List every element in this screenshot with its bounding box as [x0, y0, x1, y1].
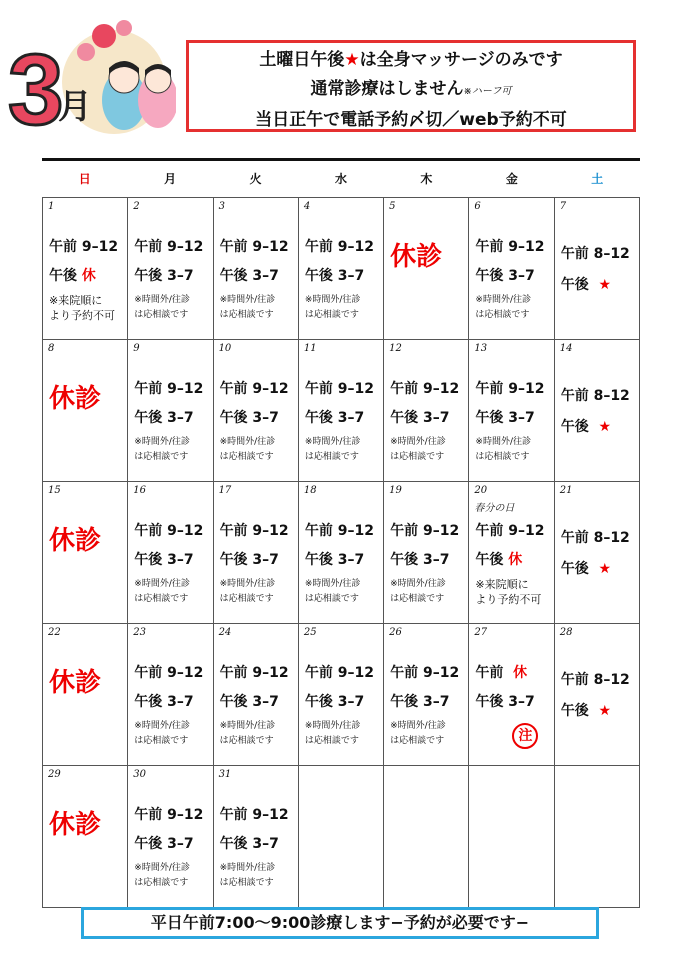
day-number: 22	[48, 627, 61, 638]
pm-massage: 午後 ★	[560, 419, 612, 435]
calendar-cell	[128, 198, 213, 340]
cell-note: ※時間外/往診 は応相談です	[390, 579, 446, 604]
pm-hours: 午後 3–7	[134, 410, 194, 426]
day-number: 8	[48, 343, 55, 354]
day-number: 29	[48, 769, 61, 780]
am-hours: 午前 8–12	[560, 246, 630, 262]
day-number: 11	[303, 343, 317, 354]
notice-line1: 土曜日午後★は全身マッサージのみです	[259, 50, 563, 70]
am-hours: 午前 9–12	[134, 523, 204, 539]
day-number: 17	[218, 485, 232, 496]
calendar-cell	[43, 198, 128, 340]
day-number: 20	[474, 485, 488, 496]
cell-note: ※時間外/往診 は応相談です	[304, 721, 361, 746]
hina-logo	[6, 14, 176, 134]
day-number: 14	[559, 343, 573, 354]
closed-label: 休診	[49, 384, 102, 414]
day-number: 31	[218, 769, 232, 780]
am-hours: 午前 9–12	[304, 523, 374, 539]
am-hours: 午前 9–12	[475, 239, 545, 255]
hina-doll-icon	[6, 14, 176, 134]
pm-off: 午後 休	[49, 268, 96, 284]
calendar-cell	[43, 624, 128, 766]
cell-note: ※来院順に より予約不可	[475, 578, 542, 606]
am-hours: 午前 9–12	[49, 239, 119, 255]
am-hours: 午前 9–12	[134, 239, 204, 255]
am-hours: 午前 9–12	[219, 239, 289, 255]
calendar-cell	[469, 482, 554, 624]
pm-hours: 午後 3–7	[390, 552, 450, 568]
am-hours: 午前 9–12	[219, 381, 289, 397]
am-hours: 午前 8–12	[560, 388, 630, 404]
am-hours: 午前 9–12	[390, 381, 460, 397]
calendar-cell	[299, 624, 384, 766]
cell-note: ※時間外/往診 は応相談です	[304, 579, 361, 604]
calendar-cell-empty	[299, 766, 384, 908]
pm-hours: 午後 3–7	[390, 694, 450, 710]
weekday-header	[42, 166, 640, 192]
day-number: 25	[303, 627, 317, 638]
calendar-cell	[384, 198, 469, 340]
am-hours: 午前 9–12	[219, 523, 289, 539]
star-icon: ★	[598, 561, 612, 577]
holiday-name: 春分の日	[474, 503, 515, 514]
footer-note: 平日午前7:00〜9:00診療します−予約が必要です−	[81, 907, 599, 939]
closed-label: 休診	[390, 242, 443, 272]
cell-note: ※時間外/往診 は応相談です	[219, 579, 276, 604]
day-number: 2	[133, 201, 140, 212]
am-hours: 午前 8–12	[560, 672, 630, 688]
am-hours: 午前 9–12	[219, 807, 289, 823]
am-hours: 午前 9–12	[134, 807, 204, 823]
day-number: 3	[218, 201, 225, 212]
calendar-cell	[555, 340, 640, 482]
weekday-mon: 月	[164, 172, 177, 186]
cell-note: ※時間外/往診 は応相談です	[304, 437, 361, 462]
day-number: 12	[389, 343, 402, 354]
pm-hours: 午後 3–7	[304, 694, 365, 710]
notice-line2: 通常診療はしません※ハーフ可	[310, 79, 512, 99]
calendar-cell-empty	[469, 766, 554, 908]
calendar-cell-empty	[384, 766, 469, 908]
calendar-cell	[128, 624, 213, 766]
calendar-cell	[384, 482, 469, 624]
pm-hours: 午後 3–7	[134, 836, 194, 852]
am-hours: 午前 9–12	[304, 665, 374, 681]
pm-hours: 午後 3–7	[475, 694, 535, 710]
day-number: 19	[389, 485, 402, 496]
cell-note: ※時間外/往診 は応相談です	[219, 863, 276, 888]
calendar-grid	[42, 197, 640, 908]
pm-massage: 午後 ★	[560, 703, 612, 719]
cell-note: ※時間外/往診 は応相談です	[134, 295, 190, 320]
star-icon: ★	[598, 703, 612, 719]
day-number: 13	[474, 343, 488, 354]
calendar-cell	[299, 198, 384, 340]
pm-hours: 午後 3–7	[304, 552, 365, 568]
am-hours: 午前 9–12	[390, 665, 460, 681]
star-icon: ★	[598, 277, 612, 293]
cell-note: ※時間外/往診 は応相談です	[134, 863, 190, 888]
closed-label: 休診	[49, 668, 102, 698]
calendar-cell	[384, 340, 469, 482]
pm-hours: 午後 3–7	[475, 410, 535, 426]
calendar-cell	[469, 198, 554, 340]
notice-box	[186, 40, 636, 132]
am-hours: 午前 9–12	[475, 523, 545, 539]
calendar-cell	[555, 198, 640, 340]
calendar-cell	[43, 340, 128, 482]
am-hours: 午前 8–12	[560, 530, 630, 546]
calendar-cell	[299, 482, 384, 624]
cell-note: ※時間外/往診 は応相談です	[219, 721, 276, 746]
day-number: 28	[559, 627, 573, 638]
calendar-cell	[43, 482, 128, 624]
day-number: 27	[474, 627, 488, 638]
pm-hours: 午後 3–7	[304, 410, 365, 426]
pm-massage: 午後 ★	[560, 277, 612, 293]
cell-note: ※来院順に より予約不可	[49, 294, 115, 322]
month-digit: 3	[8, 34, 64, 134]
weekday-wed: 水	[334, 172, 347, 186]
day-number: 16	[133, 485, 147, 496]
am-off: 午前 休	[475, 665, 528, 681]
calendar-cell	[214, 624, 299, 766]
calendar-cell	[384, 624, 469, 766]
calendar-cell	[214, 340, 299, 482]
cell-note: ※時間外/往診 は応相談です	[134, 579, 190, 604]
day-number: 9	[133, 343, 140, 354]
day-number: 1	[48, 201, 55, 212]
cell-note: ※時間外/往診 は応相談です	[134, 437, 190, 462]
am-hours: 午前 9–12	[390, 523, 460, 539]
cell-note: ※時間外/往診 は応相談です	[219, 295, 276, 320]
am-hours: 午前 9–12	[134, 381, 204, 397]
calendar-cell-empty	[555, 766, 640, 908]
pm-hours: 午後 3–7	[219, 836, 279, 852]
cell-note: ※時間外/往診 は応相談です	[219, 437, 276, 462]
day-number: 23	[133, 627, 147, 638]
weekday-sun: 日	[78, 172, 91, 186]
pm-hours: 午後 3–7	[304, 268, 365, 284]
calendar-cell	[214, 766, 299, 908]
cell-note: ※時間外/往診 は応相談です	[390, 437, 446, 462]
pm-hours: 午後 3–7	[475, 268, 535, 284]
calendar-cell	[43, 766, 128, 908]
calendar-cell	[555, 624, 640, 766]
pm-hours: 午後 3–7	[390, 410, 450, 426]
day-number: 7	[559, 201, 567, 212]
header-rule	[42, 158, 640, 161]
calendar-cell	[299, 340, 384, 482]
cell-note: ※時間外/往診 は応相談です	[134, 721, 190, 746]
day-number: 24	[218, 627, 232, 638]
closed-label: 休診	[49, 810, 102, 840]
day-number: 5	[389, 201, 396, 212]
closed-label: 休診	[49, 526, 102, 556]
pm-off: 午後 休	[475, 552, 523, 568]
pm-hours: 午後 3–7	[134, 694, 194, 710]
pm-hours: 午後 3–7	[219, 410, 279, 426]
pm-massage: 午後 ★	[560, 561, 612, 577]
calendar-cell	[469, 624, 554, 766]
pm-hours: 午後 3–7	[134, 268, 194, 284]
calendar-cell	[128, 482, 213, 624]
calendar-cell	[128, 766, 213, 908]
am-hours: 午前 9–12	[304, 381, 374, 397]
cell-note: ※時間外/往診 は応相談です	[475, 437, 531, 462]
pm-hours: 午後 3–7	[219, 694, 279, 710]
calendar-cell	[214, 482, 299, 624]
calendar-cell	[469, 340, 554, 482]
day-number: 15	[48, 485, 61, 496]
am-hours: 午前 9–12	[219, 665, 289, 681]
caution-mark-icon: 注	[512, 723, 538, 749]
weekday-sat: 土	[591, 172, 604, 186]
pm-hours: 午後 3–7	[219, 552, 279, 568]
day-number: 30	[133, 769, 147, 780]
cell-note: ※時間外/往診 は応相談です	[304, 295, 361, 320]
day-number: 26	[389, 627, 402, 638]
pm-hours: 午後 3–7	[219, 268, 279, 284]
notice-line3: 当日正午で電話予約〆切／web予約不可	[255, 110, 567, 130]
day-number: 18	[303, 485, 317, 496]
star-icon: ★	[598, 419, 612, 435]
calendar-cell	[128, 340, 213, 482]
am-hours: 午前 9–12	[134, 665, 204, 681]
star-icon: ★	[344, 50, 360, 70]
am-hours: 午前 9–12	[304, 239, 374, 255]
am-hours: 午前 9–12	[475, 381, 545, 397]
day-number: 21	[559, 485, 573, 496]
day-number: 6	[474, 201, 481, 212]
calendar-cell	[555, 482, 640, 624]
pm-hours: 午後 3–7	[134, 552, 194, 568]
cell-note: ※時間外/往診 は応相談です	[390, 721, 446, 746]
month-kanji: 月	[58, 87, 92, 127]
day-number: 4	[303, 201, 311, 212]
weekday-fri: 金	[505, 172, 518, 186]
calendar-cell	[214, 198, 299, 340]
weekday-thu: 木	[420, 172, 433, 186]
weekday-tue: 火	[249, 172, 262, 186]
day-number: 10	[218, 343, 232, 354]
cell-note: ※時間外/往診 は応相談です	[475, 295, 531, 320]
